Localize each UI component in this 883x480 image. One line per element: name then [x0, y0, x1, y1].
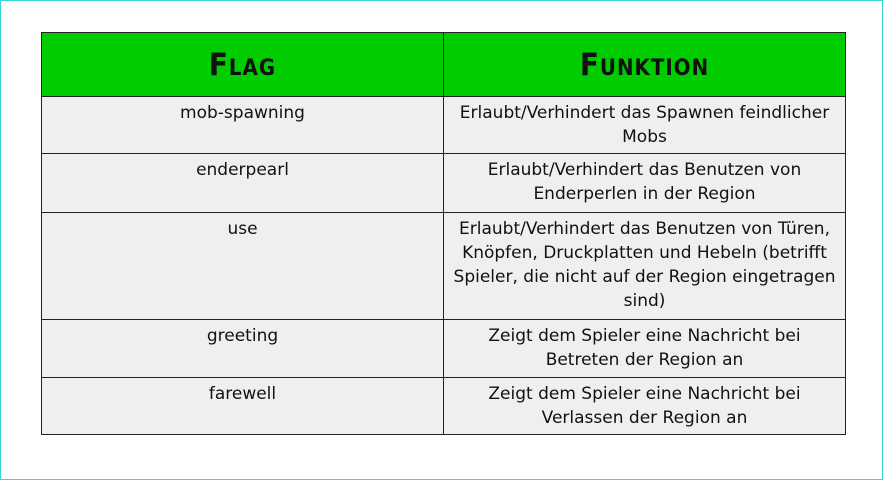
- funktion-cell: Erlaubt/Verhindert das Spawnen feindlicher Mobs: [444, 97, 846, 154]
- table-row: [42, 378, 846, 435]
- table-row: [42, 154, 846, 213]
- table-header-row: [42, 33, 846, 97]
- flag-cell: enderpearl: [42, 154, 444, 213]
- funktion-cell: Zeigt dem Spieler eine Nachricht bei Verlassen der Region an: [444, 378, 846, 435]
- table-row: [42, 97, 846, 154]
- funktion-cell: Erlaubt/Verhindert das Benutzen von Enderperlen in der Region: [444, 154, 846, 213]
- funktion-cell: Erlaubt/Verhindert das Benutzen von Türen, Knöpfen, Druckplatten und Hebeln (betrifft Spieler, die nicht auf der Region eingetragen sind): [444, 213, 846, 320]
- header-funktion: Funktion: [444, 33, 846, 97]
- flag-cell: mob-spawning: [42, 97, 444, 154]
- funktion-cell: Zeigt dem Spieler eine Nachricht bei Betreten der Region an: [444, 320, 846, 378]
- flag-cell: greeting: [42, 320, 444, 378]
- flag-cell: use: [42, 213, 444, 320]
- table-row: [42, 213, 846, 320]
- header-flag: Flag: [42, 33, 444, 97]
- flags-table: [41, 32, 846, 435]
- table-row: [42, 320, 846, 378]
- flag-cell: farewell: [42, 378, 444, 435]
